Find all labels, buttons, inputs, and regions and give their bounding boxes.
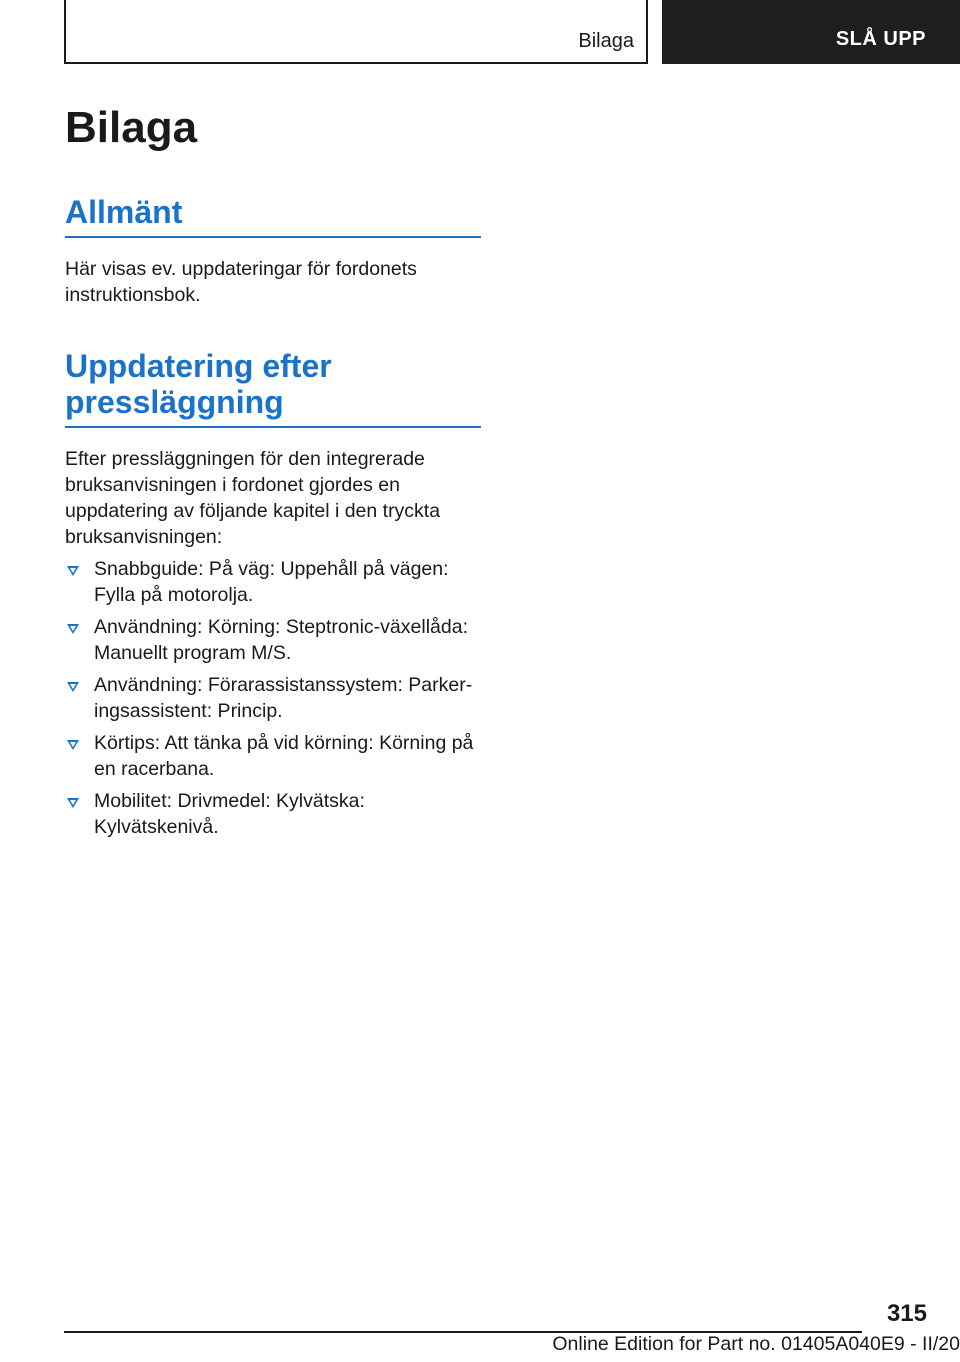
header-section-box xyxy=(64,0,648,64)
list-item-text: Mobilitet: Drivmedel: Kylvätska: Kylvätskenivå. xyxy=(94,790,365,838)
header-section-label: Bilaga xyxy=(578,30,634,52)
main-content xyxy=(65,100,481,840)
section-paragraph-update: Efter pressläggningen för den integrerade bruksanvisningen i fordonet gjordes en uppdatering av följande kapitel i den tryckta bruksanvisningen: xyxy=(65,448,441,548)
footer-edition-text: Online Edition for Part no. 01405A040E9 - II/20 xyxy=(552,1333,960,1355)
page-title: Bilaga xyxy=(65,103,198,152)
list-item xyxy=(65,730,481,782)
list-item xyxy=(65,788,481,840)
triangle-bullet-icon xyxy=(67,624,79,634)
triangle-bullet-icon xyxy=(67,740,79,750)
list-item-text: Användning: Körning: Steptronic-växellåda: Manuellt program M/S. xyxy=(94,616,468,664)
update-chapter-list xyxy=(65,556,481,840)
triangle-bullet-icon xyxy=(67,682,79,692)
section-paragraph-general: Här visas ev. uppdateringar för fordonets instruktionsbok. xyxy=(65,258,417,306)
triangle-bullet-icon xyxy=(67,798,79,808)
page-number: 315 xyxy=(886,1300,927,1327)
section-title-general: Allmänt xyxy=(65,194,481,238)
list-item-text: Snabbguide: På väg: Uppehåll på vägen: Fylla på motorolja. xyxy=(94,558,449,606)
section-title-update: Uppdatering efter pressläggning xyxy=(65,348,481,428)
list-item-text: Användning: Förarassistanssystem: Parkeringsassistent: Princip. xyxy=(94,674,473,722)
list-item xyxy=(65,556,481,608)
triangle-bullet-icon xyxy=(67,566,79,576)
list-item xyxy=(65,614,481,666)
list-item xyxy=(65,672,481,724)
list-item-text: Körtips: Att tänka på vid körning: Körning på en racerbana. xyxy=(94,732,474,780)
goto-button[interactable]: SLÅ UPP xyxy=(662,0,960,64)
